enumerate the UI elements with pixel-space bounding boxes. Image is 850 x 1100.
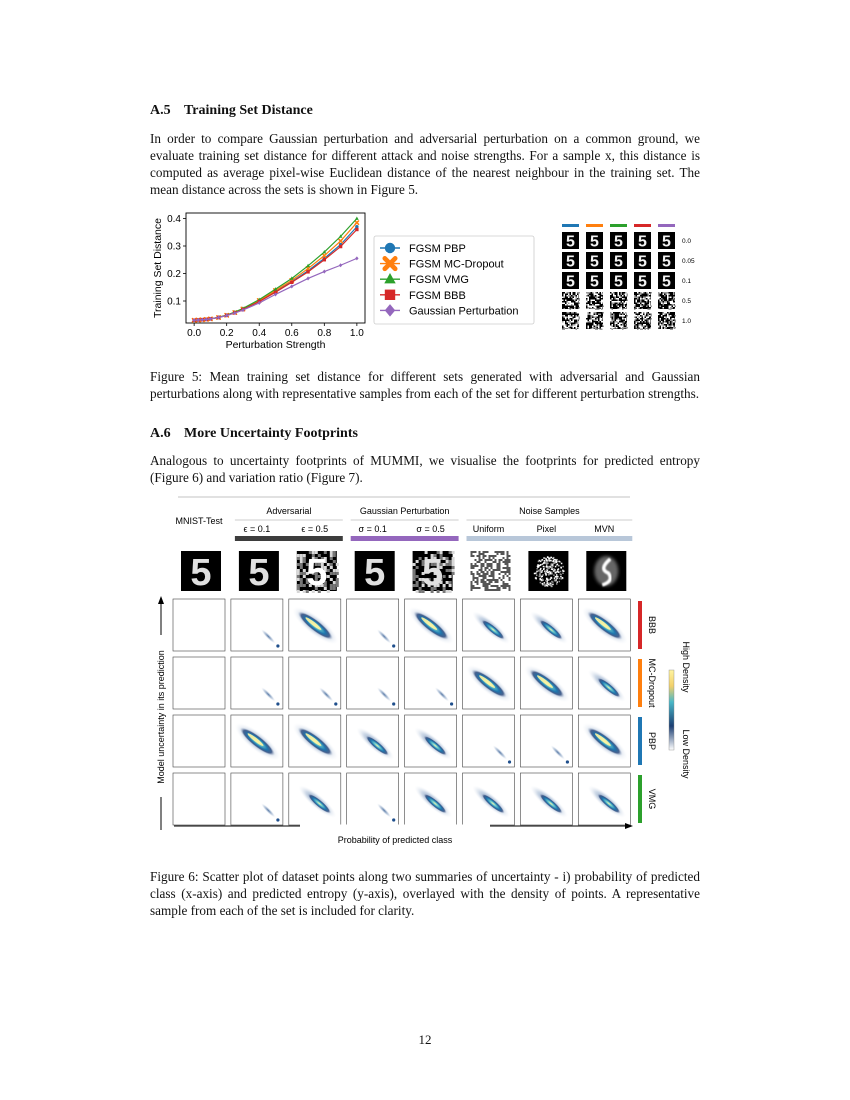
x-tick-label: 0.4	[252, 328, 267, 339]
series-fgsm-pbp	[192, 225, 358, 322]
y-tick-label: 0.2	[167, 269, 181, 280]
figure-5-chart	[148, 205, 548, 355]
footprint-panel	[173, 599, 225, 651]
column-color-bar	[658, 224, 675, 227]
column-header: MNIST-Test	[175, 516, 223, 526]
series-line	[194, 223, 357, 321]
data-point	[306, 276, 309, 280]
footprint-panel	[463, 599, 515, 651]
x-tick-label: 0.2	[219, 328, 234, 339]
sample-image	[610, 252, 627, 271]
footprint-panel	[230, 715, 285, 767]
x-tick-label: 0.6	[284, 328, 299, 339]
footprint-panel	[288, 599, 343, 651]
section-number: A.5	[150, 103, 171, 118]
row-label: BBB	[647, 615, 657, 635]
row-color-bar	[638, 601, 642, 649]
density-colorbar	[669, 670, 674, 750]
digit-glyph: 5	[614, 253, 623, 271]
series-line	[194, 227, 357, 321]
sample-thumbnail	[413, 551, 455, 594]
sample-image	[658, 292, 676, 310]
footprint-panel	[173, 773, 225, 825]
chart-legend	[374, 236, 534, 324]
sample-image	[586, 272, 603, 291]
y-axis-label: Training Set Distance	[152, 218, 164, 318]
digit-glyph: 5	[614, 273, 623, 291]
data-point	[355, 256, 358, 260]
sample-image	[610, 232, 627, 251]
row-label: PBP	[647, 731, 657, 751]
column-header: σ = 0.1	[358, 524, 387, 534]
digit-glyph: 5	[306, 552, 328, 594]
sample-image	[610, 312, 628, 330]
column-color-bar	[634, 224, 651, 227]
data-point	[306, 270, 309, 273]
footprint-panel	[231, 599, 283, 651]
sample-thumbnail	[528, 551, 568, 591]
legend-label: Gaussian Perturbation	[409, 305, 519, 318]
digit-glyph: 5	[590, 273, 599, 291]
column-header: ϵ = 0.1	[243, 524, 271, 534]
sample-thumbnail	[239, 551, 279, 594]
footprint-panel	[347, 773, 399, 825]
strength-label: 0.0	[682, 238, 692, 245]
data-point	[323, 270, 326, 274]
data-point	[290, 284, 293, 288]
sample-thumbnail	[355, 551, 395, 594]
sample-image	[658, 272, 675, 291]
digit-glyph: 5	[566, 233, 575, 251]
column-header: σ = 0.5	[416, 524, 445, 534]
chart-axes	[152, 213, 365, 351]
footprint-panel	[461, 657, 516, 709]
sample-image	[658, 232, 675, 251]
footprint-panel	[405, 773, 457, 825]
group-header: Adversarial	[266, 506, 312, 516]
column-color-bar	[562, 224, 579, 227]
footprint-panel	[347, 599, 399, 651]
footprint-panel	[577, 599, 632, 651]
data-point	[355, 216, 359, 219]
sample-image	[634, 292, 652, 310]
data-point	[339, 239, 342, 242]
data-point	[355, 228, 358, 231]
figure-6-footprints	[150, 492, 710, 852]
data-point	[339, 263, 342, 267]
footprint-panel	[463, 715, 515, 767]
colorbar-low-label: Low Density	[681, 729, 691, 779]
legend-marker	[385, 243, 395, 253]
sample-image	[658, 312, 676, 330]
strength-label: 0.5	[682, 298, 692, 305]
x-axis-label: Probability of predicted class	[337, 835, 453, 845]
column-header: Pixel	[536, 524, 557, 534]
sample-image	[610, 272, 627, 291]
digit-glyph: 5	[638, 233, 647, 251]
x-tick-label: 0.0	[187, 328, 202, 339]
data-point	[339, 245, 342, 248]
strength-label: 0.05	[682, 258, 695, 265]
digit-glyph: 5	[364, 552, 386, 594]
legend-label: FGSM MC-Dropout	[409, 258, 504, 271]
series-line	[194, 219, 357, 321]
column-header: Uniform	[472, 524, 505, 534]
group-color-bar	[235, 536, 343, 541]
digit-glyph: 5	[614, 233, 623, 251]
row-label: VMG	[647, 788, 657, 810]
strength-label: 0.1	[682, 278, 692, 285]
section-title: Training Set Distance	[184, 103, 313, 118]
x-tick-label: 0.8	[317, 328, 332, 339]
footprint-panel	[520, 599, 572, 651]
footprint-panel	[173, 715, 225, 767]
footprint-panel	[289, 773, 341, 825]
paragraph-footprints: Analogous to uncertainty footprints of MUMMI, we visualise the footprints for predicted entropy (Figure 6) and variation ratio (Figure 7).	[150, 453, 700, 485]
data-point	[355, 221, 358, 224]
sample-image	[586, 292, 604, 310]
series-fgsm-bbb	[192, 228, 358, 322]
figure-6-caption: Figure 6: Scatter plot of dataset points along two summaries of uncertainty - i) probability of predicted class (x-axis) and predicted entropy (y-axis), overlayed with the density of points. A representative sample from each of the set is included for clarity.	[150, 869, 700, 918]
footprint-panel	[463, 773, 515, 825]
sample-image	[634, 272, 651, 291]
sample-image	[634, 312, 652, 330]
digit-glyph: 5	[638, 253, 647, 271]
digit-glyph: 5	[662, 273, 671, 291]
digit-glyph: 5	[248, 552, 270, 594]
column-header: ϵ = 0.5	[301, 524, 329, 534]
chart-series	[192, 216, 358, 322]
digit-glyph: 5	[662, 253, 671, 271]
sample-image	[610, 292, 628, 310]
footprint-panel	[289, 657, 341, 709]
section-a5-heading	[150, 103, 313, 119]
sample-thumbnail	[181, 551, 221, 594]
column-color-bar	[610, 224, 627, 227]
digit-glyph: 5	[566, 273, 575, 291]
legend-item	[380, 290, 466, 302]
footprint-panel	[404, 599, 459, 651]
x-axis-label: Perturbation Strength	[225, 339, 326, 351]
footprint-panel	[519, 657, 574, 709]
paragraph-training-distance: In order to compare Gaussian perturbation and adversarial perturbation on a common ground, we evaluate training set distance for different attack and noise strengths. For a sample x, this distance is computed as average pixel-wise Euclidean distance of the nearest neighbour in the training set. The mean distance across the sets is shown in Figure 5.	[150, 131, 700, 197]
figure-5-sample-strip	[556, 222, 706, 332]
group-header: Noise Samples	[519, 506, 580, 516]
footprint-panel	[288, 715, 343, 767]
footprint-panel	[405, 657, 457, 709]
series-fgsm-mc-dropout	[192, 221, 358, 322]
data-point	[323, 258, 326, 261]
footprint-panel	[173, 657, 225, 709]
page-number: 12	[418, 1032, 432, 1047]
sample-image	[586, 232, 603, 251]
y-tick-label: 0.4	[167, 214, 181, 225]
group-header: Gaussian Perturbation	[359, 506, 450, 516]
footprint-panel	[578, 657, 630, 709]
colorbar-high-label: High Density	[681, 641, 691, 693]
sample-image	[634, 252, 651, 271]
section-a6-heading	[150, 426, 358, 442]
row-color-bar	[638, 659, 642, 707]
sample-thumbnail	[297, 551, 339, 594]
digit-glyph: 5	[422, 552, 444, 594]
footprint-panel	[231, 657, 283, 709]
group-color-bar	[467, 536, 633, 541]
legend-marker	[385, 290, 395, 300]
footprint-panel	[578, 773, 630, 825]
legend-label: FGSM BBB	[409, 289, 466, 302]
footprint-panel	[347, 657, 399, 709]
sample-image	[562, 232, 579, 251]
figure-5-caption: Figure 5: Mean training set distance for different sets generated with adversarial and Gaussian perturbations along with representative samples from each of the set for different perturbation strengths.	[150, 369, 700, 401]
footprint-panel	[520, 773, 572, 825]
section-number: A.6	[150, 426, 171, 441]
section-title: More Uncertainty Footprints	[184, 426, 358, 441]
footprint-panel	[231, 773, 283, 825]
row-color-bar	[638, 775, 642, 823]
data-point	[290, 281, 293, 284]
y-axis-label: Model uncertainty in its prediction	[156, 650, 166, 784]
digit-glyph: 5	[638, 273, 647, 291]
footprint-panel	[577, 715, 632, 767]
digit-glyph: 5	[190, 552, 212, 594]
row-color-bar	[638, 717, 642, 765]
sample-image	[562, 272, 579, 291]
sample-image	[658, 252, 675, 271]
footprint-panel	[347, 715, 399, 767]
group-color-bar	[351, 536, 459, 541]
y-tick-label: 0.1	[167, 296, 181, 308]
y-tick-label: 0.3	[167, 241, 181, 253]
row-label: MC-Dropout	[647, 658, 657, 708]
sample-image	[586, 312, 604, 330]
x-tick-label: 1.0	[349, 328, 364, 339]
sample-thumbnail	[586, 551, 626, 591]
series-fgsm-vmg	[192, 216, 358, 321]
digit-glyph: 5	[566, 253, 575, 271]
sample-image	[562, 252, 579, 271]
digit-glyph: 5	[662, 233, 671, 251]
column-color-bar	[586, 224, 603, 227]
digit-glyph: 5	[590, 253, 599, 271]
sample-image	[586, 252, 603, 271]
strength-label: 1.0	[682, 318, 692, 325]
sample-image	[562, 312, 580, 330]
footprint-panel	[405, 715, 457, 767]
sample-image	[562, 292, 580, 310]
sample-thumbnail	[471, 551, 511, 591]
legend-label: FGSM VMG	[409, 274, 469, 287]
plot-frame	[186, 213, 365, 323]
legend-label: FGSM PBP	[409, 243, 466, 255]
footprint-panel	[520, 715, 572, 767]
series-line	[194, 230, 357, 321]
sample-image	[634, 232, 651, 251]
digit-glyph: 5	[590, 233, 599, 251]
column-header: MVN	[594, 524, 615, 534]
